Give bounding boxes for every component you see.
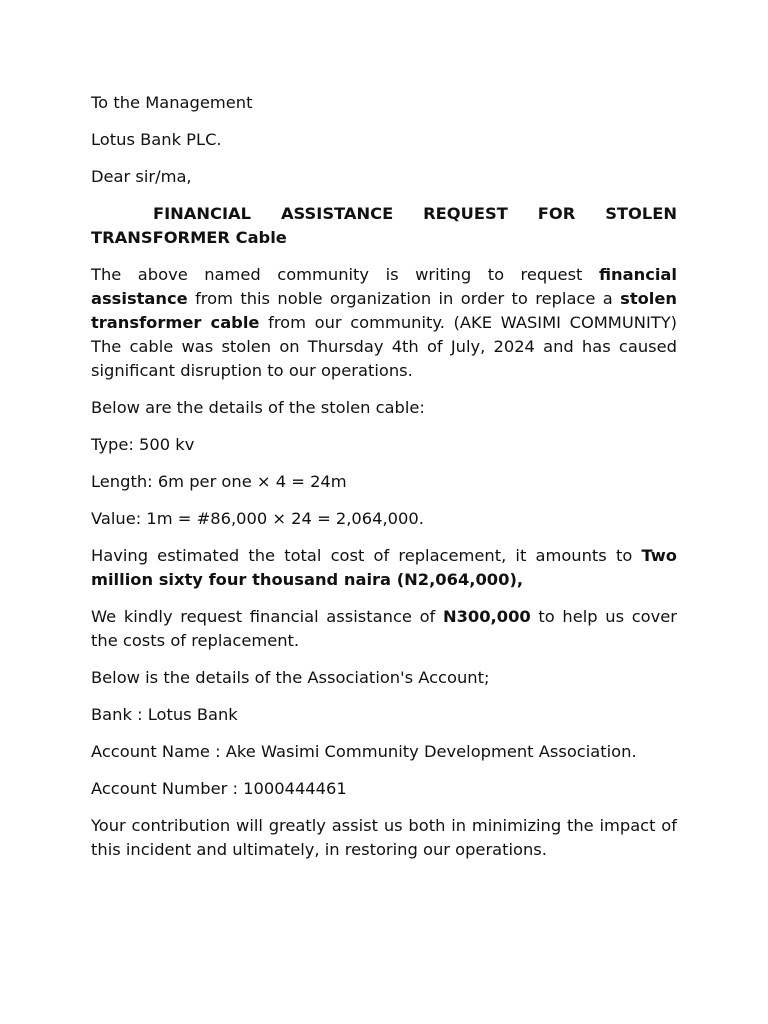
estimate-paragraph xyxy=(91,544,677,592)
recipient-line-1: To the Management xyxy=(91,93,253,112)
intro-paragraph xyxy=(91,263,677,383)
intro-text-3: from our community. (AKE WASIMI COMMUNITY) The cable was stolen on Thursday 4th of July, 2024 and has caused significant disruption to our operations. xyxy=(91,313,677,380)
request-paragraph xyxy=(91,605,677,653)
account-number-line: Account Number : 1000444461 xyxy=(91,779,347,798)
intro-text-1: The above named community is writing to request xyxy=(91,265,599,284)
subject-line: FINANCIAL ASSISTANCE REQUEST FOR STOLEN TRANSFORMER Cable xyxy=(91,204,677,247)
request-text-1: We kindly request financial assistance of xyxy=(91,607,443,626)
cable-length: Length: 6m per one × 4 = 24m xyxy=(91,472,347,491)
letter-page xyxy=(91,91,677,875)
estimate-bold: Two million sixty four thousand naira (N2,064,000), xyxy=(91,546,677,589)
intro-bold-2: stolen transformer cable xyxy=(91,289,677,332)
request-amount: N300,000 xyxy=(442,607,531,626)
cable-type: Type: 500 kv xyxy=(91,435,195,454)
estimate-text: Having estimated the total cost of replacement, it amounts to xyxy=(91,546,642,565)
intro-bold-1: financial assistance xyxy=(91,265,677,308)
details-heading: Below are the details of the stolen cable: xyxy=(91,398,425,417)
cable-value: Value: 1m = #86,000 × 24 = 2,064,000. xyxy=(91,509,424,528)
recipient-line-2: Lotus Bank PLC. xyxy=(91,130,222,149)
account-heading: Below is the details of the Association's Account; xyxy=(91,668,490,687)
intro-text-2: from this noble organization in order to replace a xyxy=(187,289,621,308)
salutation: Dear sir/ma, xyxy=(91,167,192,186)
closing-paragraph: Your contribution will greatly assist us both in minimizing the impact of this incident and ultimately, in restoring our operations. xyxy=(91,816,677,859)
account-name-line: Account Name : Ake Wasimi Community Development Association. xyxy=(91,742,637,761)
request-text-2: to help us cover the costs of replacement. xyxy=(91,607,677,650)
bank-line: Bank : Lotus Bank xyxy=(91,705,238,724)
